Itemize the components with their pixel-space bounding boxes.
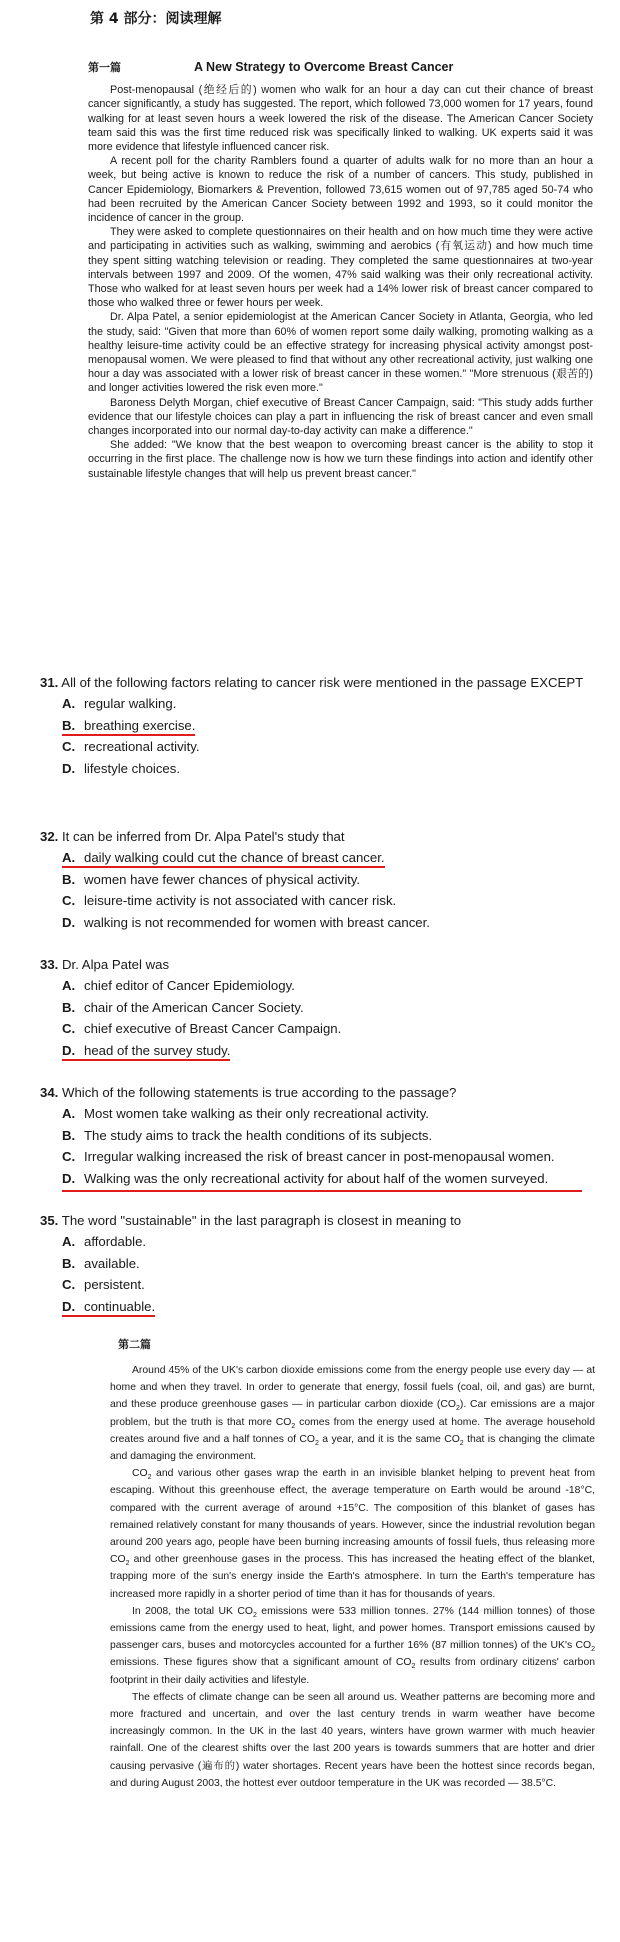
- option-selected: [62, 715, 610, 736]
- option-letter: D.: [62, 1042, 76, 1058]
- passage-1-section: 第一篇: [88, 62, 121, 74]
- option-text: regular walking.: [84, 696, 177, 712]
- option: [62, 890, 610, 911]
- option-text: recreational activity.: [84, 739, 200, 755]
- option-letter: B.: [62, 1127, 76, 1143]
- option-selected: [62, 847, 610, 868]
- option-text: women have fewer chances of physical activity.: [84, 871, 361, 887]
- question-32: [40, 826, 610, 933]
- question-text: Which of the following statements is true according to the passage?: [62, 1085, 457, 1100]
- question-number: 33.: [40, 957, 59, 972]
- option: [62, 1146, 610, 1167]
- option-selected: [62, 1040, 610, 1061]
- option-text: continuable.: [84, 1298, 156, 1314]
- option-text: daily walking could cut the chance of breast cancer.: [84, 850, 385, 866]
- question-text: Dr. Alpa Patel was: [62, 957, 170, 972]
- option-letter: D.: [62, 760, 76, 776]
- question-text: The word "sustainable" in the last paragraph is closest in meaning to: [61, 1213, 462, 1228]
- option-letter: D.: [62, 1298, 76, 1314]
- option-text: chief executive of Breast Cancer Campaign.: [84, 1021, 342, 1037]
- question-text: It can be inferred from Dr. Alpa Patel's study that: [62, 829, 345, 844]
- option-letter: C.: [62, 1021, 76, 1037]
- option-letter: B.: [62, 871, 76, 887]
- passage-1: [88, 60, 593, 481]
- option: [62, 758, 610, 779]
- option-letter: D.: [62, 914, 76, 930]
- option-text: breathing exercise.: [84, 717, 196, 733]
- option: [62, 736, 610, 757]
- option-letter: C.: [62, 1149, 76, 1165]
- option-letter: A.: [62, 696, 76, 712]
- option-text: chief editor of Cancer Epidemiology.: [84, 978, 295, 994]
- option-letter: C.: [62, 1277, 76, 1293]
- question-stem: [40, 1210, 610, 1231]
- passage-1-paragraph: They were asked to complete questionnaires on their health and on how much time they were active and participating in activities such as walking, swimming and aerobics (有氧运动) and how much time they spent sitting watching television or reading. They completed the same questionnaires at two-year intervals between 1997 and 2009. Of the women, 47% said walking was their only recreational activity. Those who walked for at least seven hours per week had a 14% lower risk of breast cancer compared to those who walked three or fewer hours per week.: [88, 226, 593, 310]
- option-text: available.: [84, 1255, 140, 1271]
- passage-1-paragraph: Baroness Delyth Morgan, chief executive of Breast Cancer Campaign, said: "This study adds further evidence that our lifestyle choices can play a part in influencing the risk of breast cancer and even small changes incorporated into our normal day-to-day activity can make a difference.": [88, 396, 593, 438]
- question-33: [40, 954, 610, 1061]
- option-text: head of the survey study.: [84, 1042, 231, 1058]
- option-letter: A.: [62, 1106, 76, 1122]
- option: [62, 1018, 610, 1039]
- passage-2-paragraph: Around 45% of the UK's carbon dioxide emissions come from the energy people use every day — at home and when they travel. In order to generate that energy, fossil fuels (coal, oil, and gas) are burnt, and these produce greenhouse gases — in particular carbon dioxide $(CO_2)$. Car emissions are a major problem, but the truth is that more $CO_2$ comes from the energy used at home. The average household creates around five and a half tonnes of $CO_2$ a year, and it is the same $CO_2$ that is changing the climate and damaging the environment.: [110, 1365, 596, 1463]
- option: [62, 975, 610, 996]
- option-letter: A.: [62, 850, 76, 866]
- passage-2: [110, 1362, 595, 1792]
- question-stem: [40, 954, 610, 975]
- passage-2-paragraph: $CO_2$ and various other gases wrap the earth in an invisible blanket helping to prevent heat from escaping. Without this greenhouse effect, the average temperature on Earth would be around -18°C, compared with the current average of around +15°C. The composition of this blanket of gases has remained relatively constant for many thousands of years. However, since the industrial revolution began around 200 years ago, people have been burning increasing amounts of fossil fuels, thus releasing more $CO_2$ and other greenhouse gases in the process. This has increased the heating effect of the blanket, trapping more of the sun's energy inside the Earth's atmosphere. In turn the Earth's temperature has increased more rapidly in a shorter period of time than it has for thousands of years.: [110, 1468, 595, 1600]
- question-31: [40, 672, 610, 779]
- passage-2-section: 第二篇: [118, 1338, 151, 1351]
- option-text: The study aims to track the health conditions of its subjects.: [84, 1127, 433, 1143]
- option-letter: A.: [62, 1234, 76, 1250]
- option: [62, 912, 610, 933]
- question-text: All of the following factors relating to cancer risk were mentioned in the passage EXCEPT: [61, 675, 584, 690]
- option: [62, 1253, 610, 1274]
- option: [62, 869, 610, 890]
- option-text: persistent.: [84, 1277, 145, 1293]
- passage-1-title: A New Strategy to Overcome Breast Cancer: [194, 60, 454, 74]
- question-number: 34.: [40, 1085, 59, 1100]
- question-number: 35.: [40, 1213, 59, 1228]
- option-letter: B.: [62, 717, 76, 733]
- option-text: Most women take walking as their only recreational activity.: [84, 1106, 429, 1122]
- option: [62, 1231, 610, 1252]
- option-letter: C.: [62, 893, 76, 909]
- question-number: 32.: [40, 829, 59, 844]
- option-selected: [62, 1296, 610, 1317]
- passage-2-paragraph: In 2008, the total UK $CO_2$ emissions were 533 million tonnes. 27% (144 million tonnes) of those emissions came from the energy used to heat, light, and power homes. Transport emissions caused by passenger cars, buses and motorcycles accounted for a further 16% (87 million tonnes) of the UK's $CO_2$ emissions. These figures show that a significant amount of $CO_2$ results from ordinary citizens' carbon footprint in their daily activities and lifestyle.: [110, 1605, 596, 1686]
- option: [62, 693, 610, 714]
- passage-1-paragraph: She added: "We know that the best weapon to overcoming breast cancer is the ability to stop it occurring in the first place. The challenge now is how we turn these findings into action and identify other sustainable lifestyle changes that will help us prevent breast cancer.": [88, 439, 593, 480]
- page-header: 第 4 部分：阅读理解: [90, 11, 222, 27]
- question-34: [40, 1082, 610, 1192]
- option-text: affordable.: [84, 1234, 147, 1250]
- option-letter: B.: [62, 1255, 76, 1271]
- passage-2-paragraph: The effects of climate change can be seen all around us. Weather patterns are becoming more and more fractured and uncertain, and over the last century trends in warm weather have become increasingly common. In the UK in the last 40 years, winters have grown warmer with much heavier rainfall. One of the clearest shifts over the last 200 years is towards summers that are hotter and drier causing pervasive (遍布的) water shortages. Recent years have been the hottest since records began, and during August 2003, the hottest ever outdoor temperature in the UK was recorded — 38.5°C.: [110, 1691, 595, 1789]
- option-letter: C.: [62, 739, 76, 755]
- option-text: Walking was the only recreational activity for about half of the women surveyed.: [84, 1170, 549, 1186]
- option-text: Irregular walking increased the risk of breast cancer in post-menopausal women.: [84, 1149, 555, 1165]
- passage-1-paragraph: Dr. Alpa Patel, a senior epidemiologist at the American Cancer Society in Atlanta, Georgia, who led the study, said: "Given that more than 60% of women report some daily walking, promoting walking as a healthy leisure-time activity could be an effective strategy for increasing physical activity amongst post-menopausal women. We were pleased to find that without any other recreational activity, just walking one hour a day was associated with a lower risk of breast cancer in these women." "More strenuous (艰苦的) and longer activities lowered the risk even more.": [88, 311, 593, 395]
- option-text: walking is not recommended for women with breast cancer.: [84, 914, 430, 930]
- question-stem: [40, 826, 610, 847]
- question-stem: [40, 672, 610, 693]
- question-number: 31.: [40, 675, 59, 690]
- passage-1-paragraph: Post-menopausal (绝经后的) women who walk for an hour a day can cut their chance of breast cancer significantly, a study has suggested. The report, which followed 73,000 women for 17 years, found walking for at least seven hours a week lowered the risk of the disease. The American Cancer Society team said this was the first time reduced risk was specifically linked to walking. UK experts said it was more evidence that lifestyle influenced cancer risk.: [88, 84, 593, 154]
- option-text: chair of the American Cancer Society.: [84, 999, 304, 1015]
- passage-1-paragraph: A recent poll for the charity Ramblers found a quarter of adults walk for no more than an hour a week, but being active is known to reduce the risk of a number of cancers. This study, published in Cancer Epidemiology, Biomarkers & Prevention, followed 73,615 women out of 97,785 aged 50-74 who had been recruited by the American Cancer Society between 1992 and 1993, so it could monitor the incidence of cancer in the group.: [88, 155, 593, 225]
- option-letter: B.: [62, 999, 76, 1015]
- question-stem: [40, 1082, 610, 1103]
- question-35: [40, 1210, 610, 1317]
- option-letter: D.: [62, 1170, 76, 1186]
- option: [62, 1125, 610, 1146]
- option: [62, 1274, 610, 1295]
- option-text: leisure-time activity is not associated with cancer risk.: [84, 893, 397, 909]
- option: [62, 1103, 610, 1124]
- option-text: lifestyle choices.: [84, 760, 181, 776]
- option: [62, 997, 610, 1018]
- option-letter: A.: [62, 978, 76, 994]
- option-selected: [62, 1168, 610, 1192]
